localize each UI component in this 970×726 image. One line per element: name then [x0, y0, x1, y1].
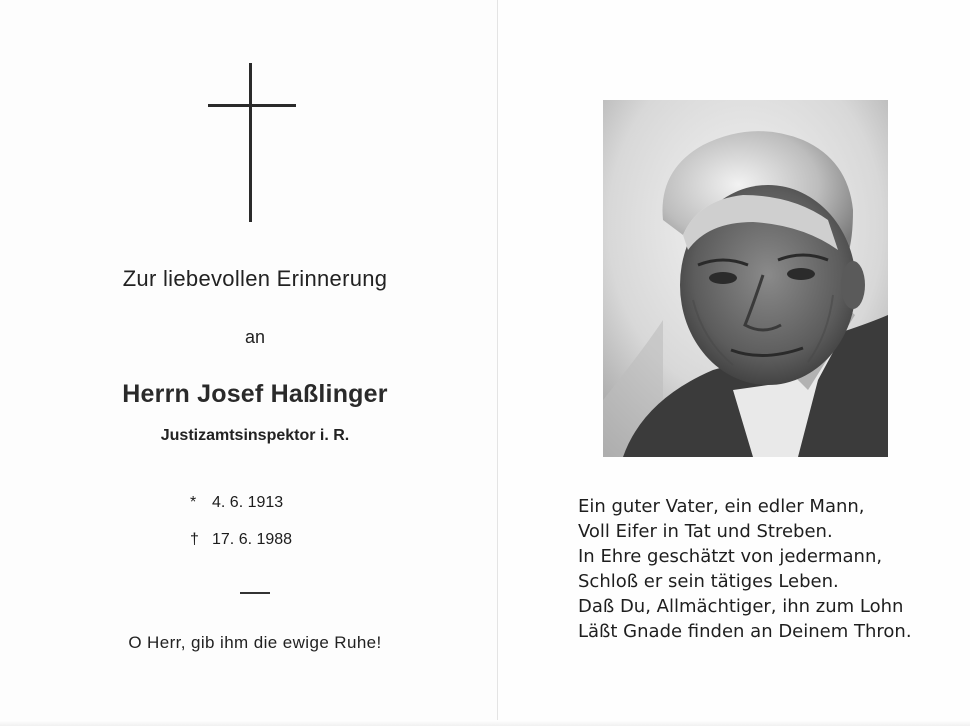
preposition-text: an — [244, 327, 266, 347]
closing-prayer: O Herr, gib ihm die ewige Ruhe! — [128, 633, 382, 652]
birth-symbol: * — [190, 494, 197, 511]
memorial-poem — [578, 494, 958, 644]
birth-date-row — [190, 494, 350, 531]
memorial-heading: Zur liebevollen Erinnerung — [122, 266, 388, 291]
portrait-photo — [603, 100, 888, 457]
death-cross-symbol: † — [190, 531, 199, 548]
portrait-photo-drawing — [603, 100, 888, 457]
poem-line: In Ehre geschätzt von jedermann, — [578, 546, 883, 567]
deceased-name: Herrn Josef Haßlinger — [122, 380, 388, 408]
occupation-title: Justizamtsinspektor i. R. — [160, 427, 350, 444]
scan-bottom-edge — [0, 720, 970, 726]
death-date: 17. 6. 1988 — [212, 531, 293, 548]
poem-line: Ein guter Vater, ein edler Mann, — [578, 496, 865, 517]
death-date-row — [190, 531, 350, 568]
poem-line: Daß Du, Allmächtiger, ihn zum Lohn — [578, 596, 904, 617]
divider-dash — [240, 592, 270, 594]
birth-date: 4. 6. 1913 — [212, 494, 284, 511]
life-dates — [190, 494, 350, 568]
poem-line: Schloß er sein tätiges Leben. — [578, 571, 839, 592]
poem-line: Voll Eifer in Tat und Streben. — [578, 521, 833, 542]
cross-icon — [0, 0, 497, 240]
poem-line: Läßt Gnade finden an Deinem Thron. — [578, 621, 912, 642]
